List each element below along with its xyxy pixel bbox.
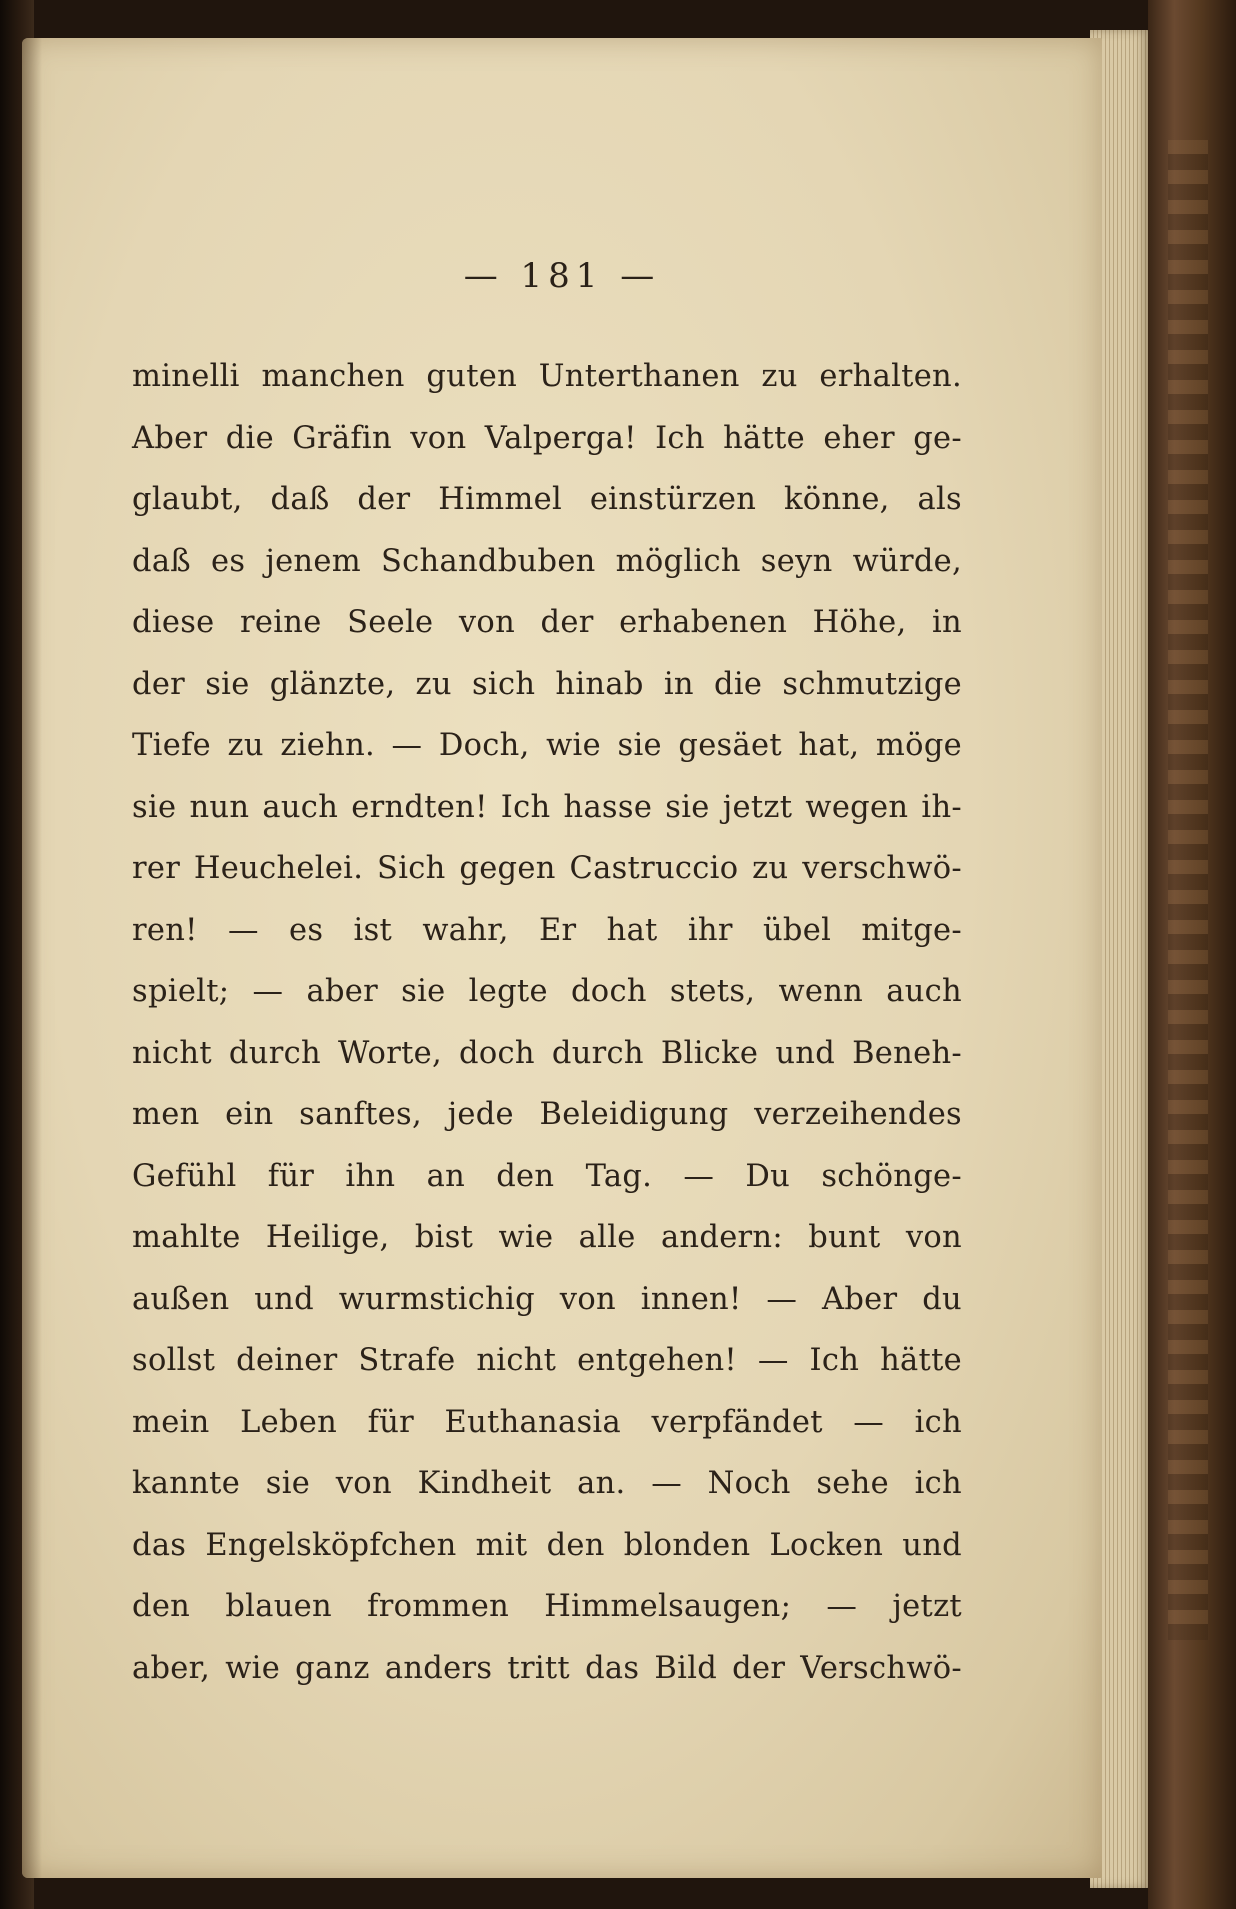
text-line: Gefühl für ihn an den Tag. — Du schönge- [132, 1158, 962, 1194]
text-line: spielt; — aber sie legte doch stets, wenn auch [132, 974, 962, 1009]
text-line: glaubt, daß der Himmel einstürzen könne, als [132, 482, 962, 517]
text-line: diese reine Seele von der erhabenen Höhe, in [132, 605, 962, 640]
text-line: men ein sanftes, jede Beleidigung verzeihendes [132, 1097, 962, 1132]
text-line: den blauen frommen Himmelsaugen; — jetzt [132, 1589, 962, 1624]
text-line: kannte sie von Kindheit an. — Noch sehe ich [132, 1466, 962, 1501]
text-line: sollst deiner Strafe nicht entgehen! — Ich hätte [132, 1343, 962, 1378]
text-line: nicht durch Worte, doch durch Blicke und Beneh- [132, 1035, 962, 1071]
text-line: das Engelsköpfchen mit den blonden Locken und [132, 1527, 962, 1563]
text-line: ren! — es ist wahr, Er hat ihr übel mitge- [132, 912, 962, 948]
page-number-header: — 181 — [463, 256, 661, 296]
text-line: Aber die Gräfin von Valperga! Ich hätte eher ge- [132, 420, 962, 456]
text-line: der sie glänzte, zu sich hinab in die schmutzige [132, 666, 962, 702]
text-line: außen und wurmstichig von innen! — Aber du [132, 1281, 962, 1317]
text-line: aber, wie ganz anders tritt das Bild der Verschwö- [132, 1650, 962, 1686]
text-line: minelli manchen guten Unterthanen zu erhalten. [132, 359, 962, 394]
body-text [132, 346, 962, 1699]
text-line: mahlte Heilige, bist wie alle andern: bunt von [132, 1220, 962, 1255]
book-page [22, 38, 1102, 1878]
text-line: daß es jenem Schandbuben möglich seyn würde, [132, 543, 962, 579]
text-line: mein Leben für Euthanasia verpfändet — ich [132, 1404, 962, 1440]
text-line: sie nun auch erndten! Ich hasse sie jetzt wegen ih- [132, 789, 962, 825]
text-line: rer Heuchelei. Sich gegen Castruccio zu verschwö- [132, 851, 962, 886]
book-cover-edge [1148, 0, 1236, 1909]
text-line: Tiefe zu ziehn. — Doch, wie sie gesäet hat, möge [132, 728, 962, 763]
